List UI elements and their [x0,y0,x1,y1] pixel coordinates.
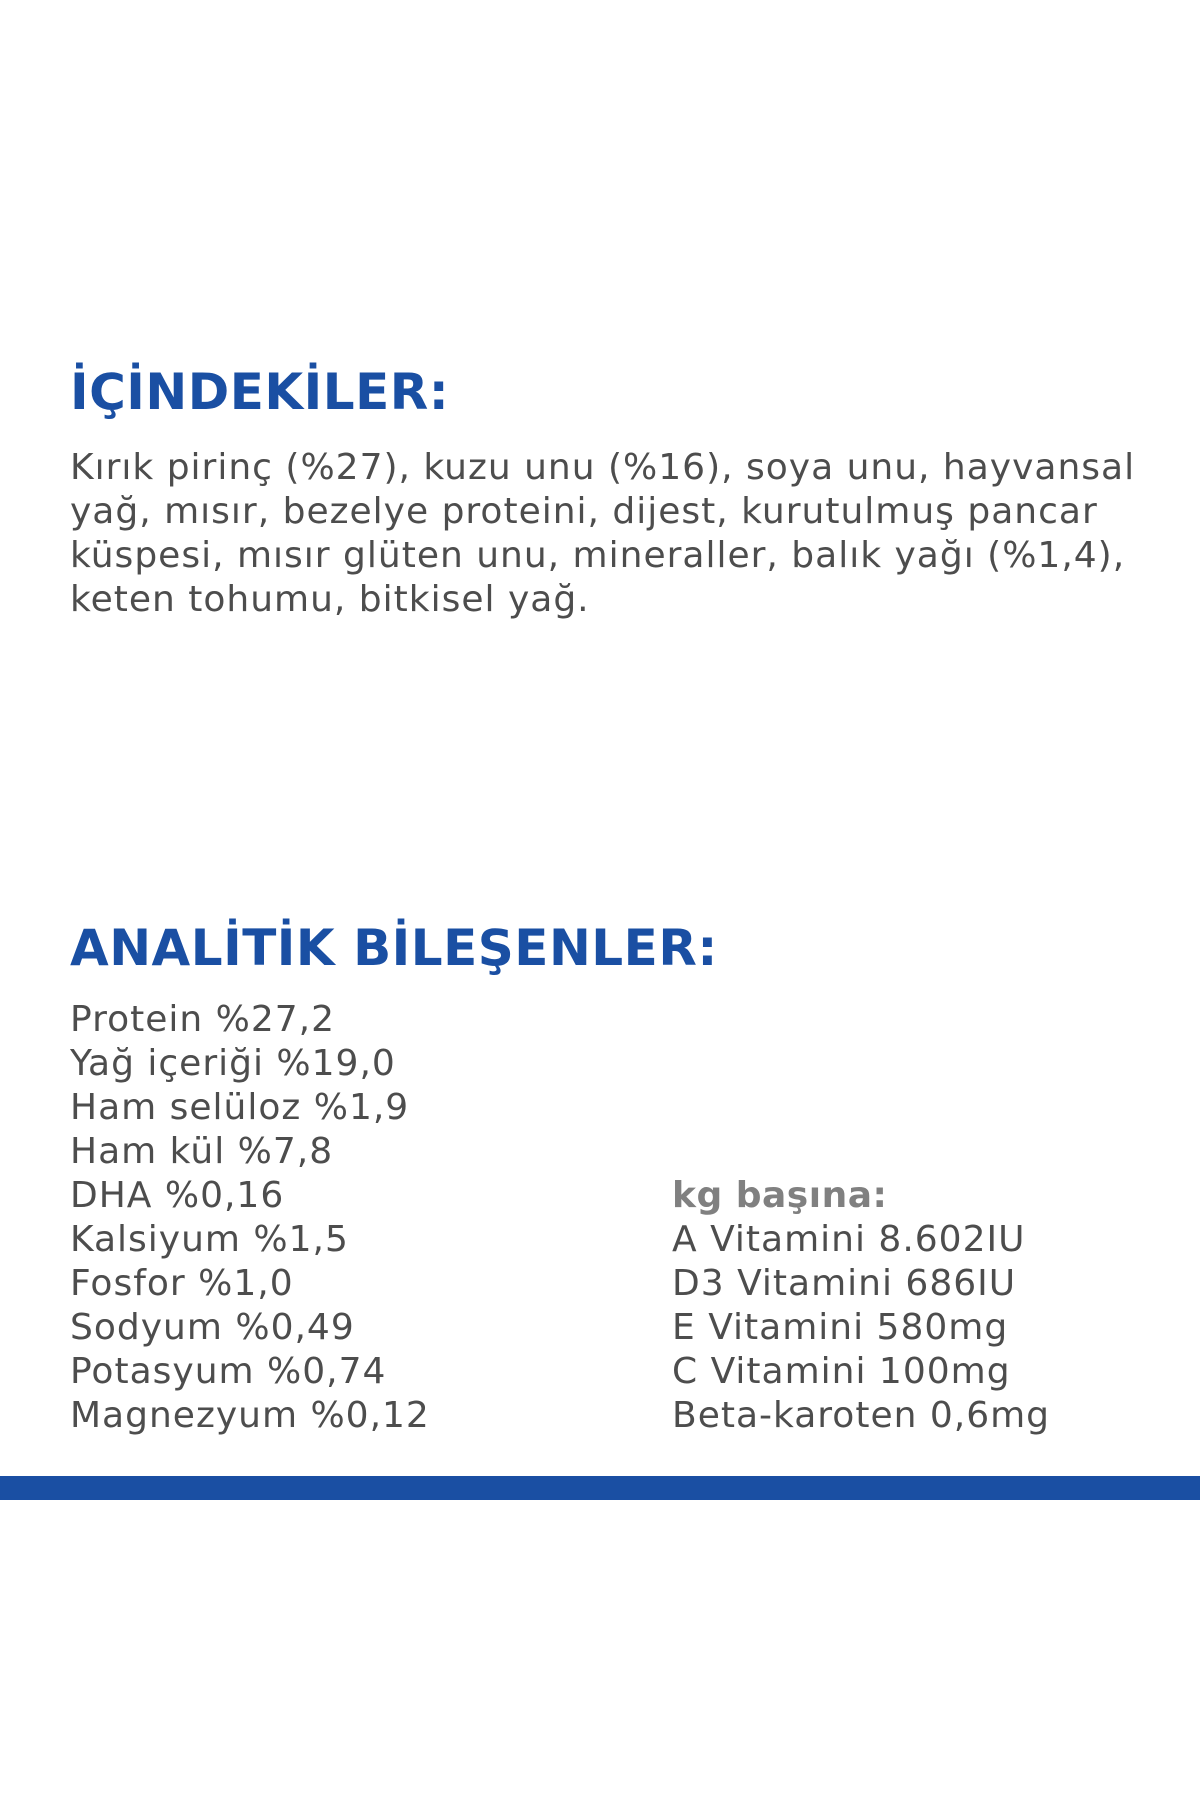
vitamin-block [672,1174,1050,1438]
vitamin-item-c: C Vitamini 100mg [672,1351,1011,1392]
analytic-item-potassium: Potasyum %0,74 [70,1351,387,1392]
analytic-components-heading: ANALİTİK BİLEŞENLER: [70,919,718,977]
vitamin-item-a: A Vitamini 8.602IU [672,1219,1026,1260]
analytic-item-calcium: Kalsiyum %1,5 [70,1219,349,1260]
analytic-item-protein: Protein %27,2 [70,999,335,1040]
vitamin-item-beta-carotene: Beta-karoten 0,6mg [672,1395,1051,1436]
footer-divider-bar [0,1476,1200,1500]
analytic-item-dha: DHA %0,16 [70,1175,285,1216]
analytic-item-sodium: Sodyum %0,49 [70,1307,355,1348]
analytic-item-magnesium: Magnezyum %0,12 [70,1395,430,1436]
vitamin-list [672,1218,1050,1438]
analytic-item-crude-fiber: Ham selüloz %1,9 [70,1087,410,1128]
analytic-item-phosphorus: Fosfor %1,0 [70,1263,294,1304]
ingredients-text: Kırık pirinç (%27), kuzu unu (%16), soya unu, hayvansal yağ, mısır, bezelye proteini, dijest, kurutulmuş pancar küspesi, mısır glüten unu, mineraller, balık yağı (%1,4), keten tohumu, bitkisel yağ. [70,447,1136,620]
vitamin-item-e: E Vitamini 580mg [672,1307,1009,1348]
ingredients-heading: İÇİNDEKİLER: [70,363,450,421]
per-kg-subheading: kg başına: [672,1175,888,1216]
analytic-item-crude-ash: Ham kül %7,8 [70,1131,334,1172]
analytic-components-list [70,998,430,1438]
vitamin-item-d3: D3 Vitamini 686IU [672,1263,1017,1304]
analytic-item-fat: Yağ içeriği %19,0 [70,1043,396,1084]
